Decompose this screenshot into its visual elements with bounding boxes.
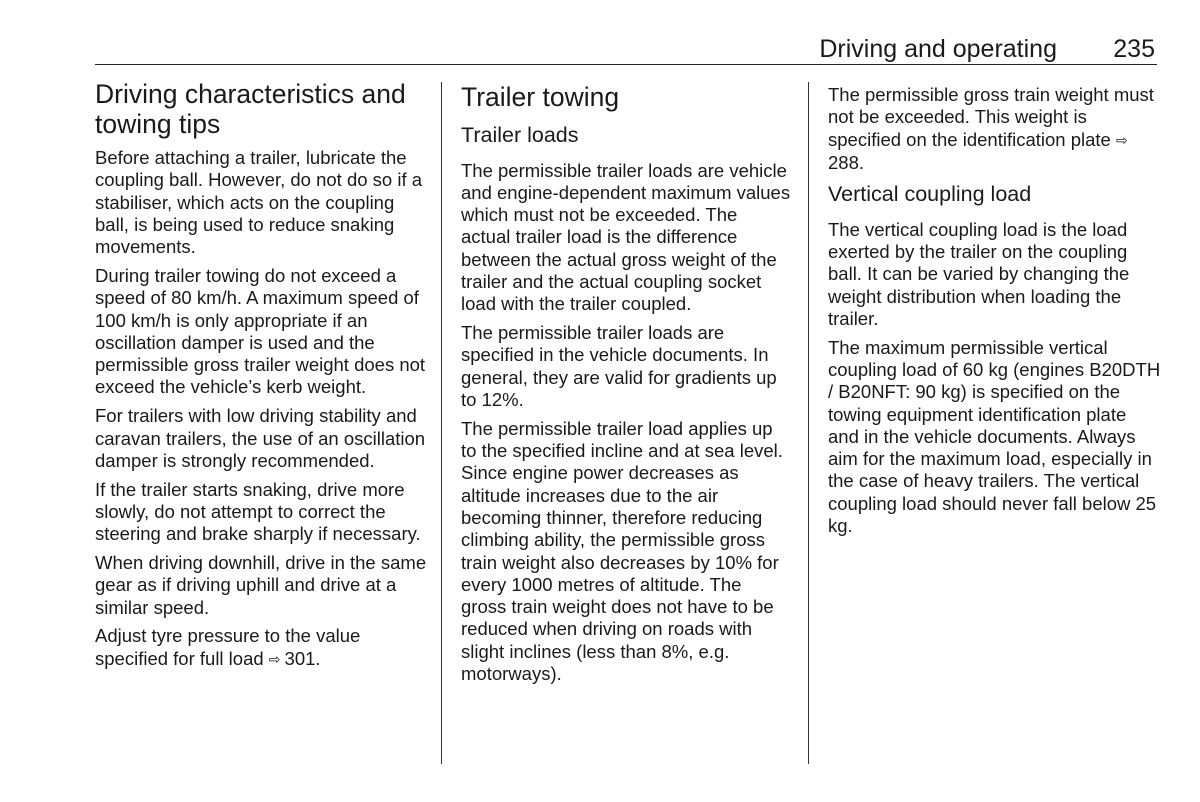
- heading-driving-characteristics: Driving characteristics and towing tips: [95, 79, 406, 139]
- subheading-trailer-loads: Trailer loads: [461, 122, 579, 147]
- column-divider: [808, 82, 809, 764]
- paragraph: The maximum permissible vertical coupling load of 60 kg (engines B20DTH / B20NFT: 90 kg) is specified on the towing equipment identification plate and in the vehicle documents. Always aim for the maximum load, especially in the case of heavy trailers. The vertical coupling load should never fall below 25 kg.: [828, 336, 1161, 537]
- paragraph-with-reference: [828, 84, 1161, 174]
- paragraph: The permissible trailer load applies up to the specified incline and at sea level. Since engine power decreases as altitude increases due to the air becoming thinner, therefore reducing climbing ability, the permissible gross train weight also decreases by 10% for every 1000 metres of altitude. The gross train weight does not have to be reduced when driving on roads with slight inclines (less than 8%, e.g. motorways).: [461, 417, 783, 685]
- column-left: [95, 80, 428, 678]
- paragraph: The permissible trailer loads are specified in the vehicle documents. In general, they are valid for gradients up to 12%.: [461, 322, 777, 410]
- paragraph: The vertical coupling load is the load exerted by the trailer on the coupling ball. It can be varied by changing the weight distribution when loading the trailer.: [828, 218, 1130, 329]
- subheading-vertical-coupling-load: Vertical coupling load: [828, 181, 1032, 206]
- header-rule: [95, 64, 1157, 65]
- column-middle: [461, 80, 791, 692]
- column-right: [828, 84, 1161, 544]
- page-reference-arrow-icon: ⇨: [1115, 131, 1128, 148]
- paragraph: When driving downhill, drive in the same gear as if driving uphill and drive at a similar speed.: [95, 552, 427, 618]
- paragraph-text: Adjust tyre pressure to the value specified for full load: [95, 625, 361, 669]
- paragraph: The permissible trailer loads are vehicle and engine-dependent maximum values which must not be exceeded. The actual trailer load is the difference between the actual gross weight of the trailer and the actual coupling socket load with the trailer coupled.: [461, 159, 791, 315]
- page-reference-arrow-icon: ⇨: [268, 650, 281, 667]
- page-number: 235: [1113, 35, 1155, 63]
- page-reference[interactable]: 301.: [284, 647, 321, 669]
- paragraph-with-reference: [95, 625, 428, 671]
- paragraph-text: The permissible gross train weight must not be exceeded. This weight is specified on the identification plate: [828, 84, 1154, 150]
- section-title: Driving and operating: [819, 35, 1057, 63]
- page-reference[interactable]: 288.: [828, 151, 865, 173]
- column-divider: [441, 82, 442, 764]
- paragraph: If the trailer starts snaking, drive more slowly, do not attempt to correct the steering and brake sharply if necessary.: [95, 478, 421, 545]
- paragraph: Before attaching a trailer, lubricate the coupling ball. However, do not do so if a stabiliser, which acts on the coupling ball, is being used to reduce snaking movements.: [95, 147, 423, 258]
- heading-trailer-towing: Trailer towing: [461, 82, 620, 112]
- paragraph: During trailer towing do not exceed a speed of 80 km/h. A maximum speed of 100 km/h is only appropriate if an oscillation damper is used and the permissible gross trailer weight does not exceed the vehicle’s kerb weight.: [95, 264, 426, 398]
- paragraph: For trailers with low driving stability and caravan trailers, the use of an oscillation damper is strongly recommended.: [95, 405, 426, 471]
